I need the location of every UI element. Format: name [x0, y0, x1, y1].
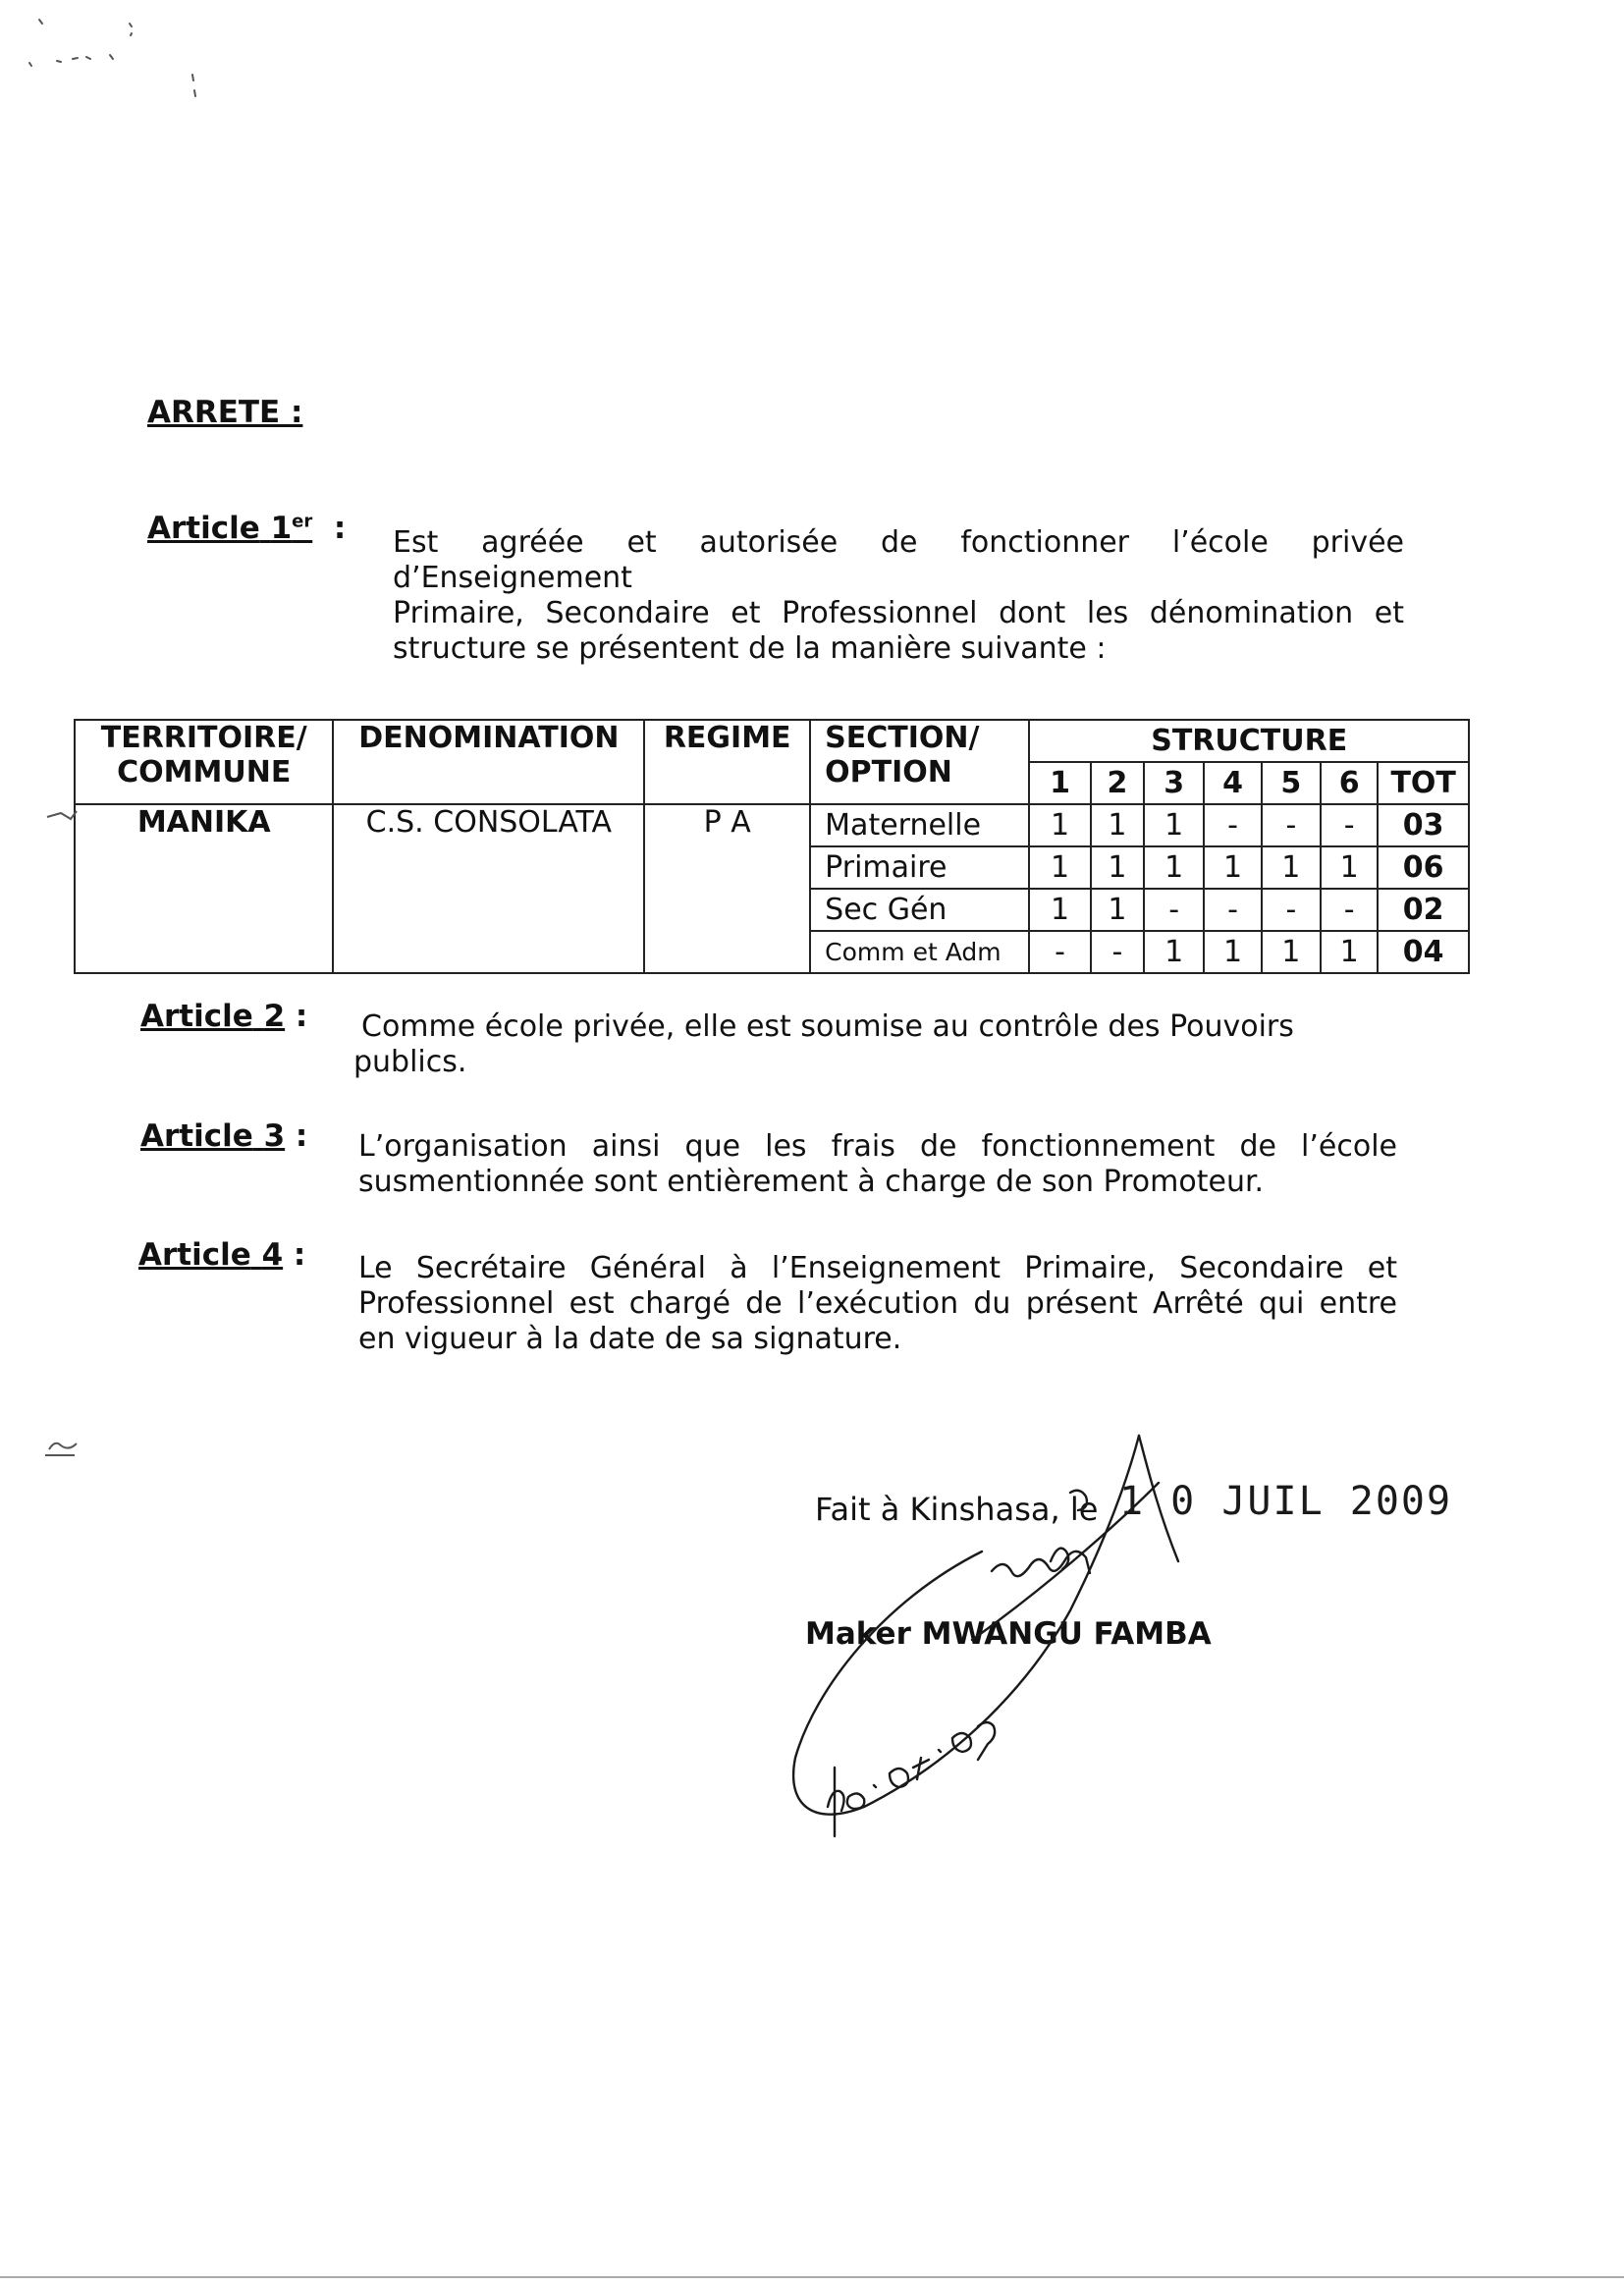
- cell-denomination: C.S. CONSOLATA: [333, 804, 644, 973]
- article-2-label: Article 2 :: [140, 999, 308, 1034]
- cell-total: 02: [1378, 889, 1469, 931]
- cell-total: 06: [1378, 846, 1469, 889]
- cell-section: Maternelle: [810, 804, 1029, 846]
- article-4-text: Le Secrétaire Général à l’Enseignement Primaire, Secondaire et Professionnel est chargé de l’exécution du présent Arrêté qui entre en vigueur à la date de sa signature.: [358, 1251, 1397, 1356]
- header-col-1: 1: [1029, 762, 1090, 804]
- cell-value: -: [1321, 804, 1378, 846]
- cell-value: 1: [1321, 846, 1378, 889]
- cell-section: Comm et Adm: [810, 931, 1029, 973]
- cell-value: 1: [1262, 931, 1321, 973]
- header-col-5: 5: [1262, 762, 1321, 804]
- structure-table: [74, 719, 1470, 974]
- cell-value: 1: [1029, 846, 1090, 889]
- cell-value: -: [1204, 889, 1261, 931]
- cell-section: Primaire: [810, 846, 1029, 889]
- cell-value: 1: [1029, 889, 1090, 931]
- place-date-text: Fait à Kinshasa, le: [815, 1491, 1099, 1528]
- cell-value: -: [1029, 931, 1090, 973]
- cell-value: -: [1204, 804, 1261, 846]
- cell-value: 1: [1029, 804, 1090, 846]
- header-col-tot: TOT: [1378, 762, 1469, 804]
- header-regime: REGIME: [644, 720, 810, 804]
- cell-regime: P A: [644, 804, 810, 973]
- header-col-4: 4: [1204, 762, 1261, 804]
- signatory-name: Maker MWANGU FAMBA: [805, 1616, 1212, 1652]
- header-col-6: 6: [1321, 762, 1378, 804]
- scan-marks: [0, 0, 255, 118]
- cell-total: 04: [1378, 931, 1469, 973]
- cell-section: Sec Gén: [810, 889, 1029, 931]
- header-section-option: SECTION/ OPTION: [810, 720, 1029, 804]
- article-3-text: L’organisation ainsi que les frais de fonctionnement de l’école susmentionnée sont entièrement à charge de son Promoteur.: [358, 1129, 1397, 1199]
- cell-total: 03: [1378, 804, 1469, 846]
- bottom-edge-line: [0, 2276, 1624, 2278]
- cell-value: 1: [1091, 846, 1144, 889]
- cell-value: -: [1091, 931, 1144, 973]
- cell-value: 1: [1144, 804, 1204, 846]
- cell-value: 1: [1091, 804, 1144, 846]
- article-4-label: Article 4 :: [138, 1237, 306, 1273]
- header-col-3: 3: [1144, 762, 1204, 804]
- cell-value: 1: [1204, 846, 1261, 889]
- cell-value: 1: [1144, 846, 1204, 889]
- header-denomination: DENOMINATION: [333, 720, 644, 804]
- arrete-heading: ARRETE :: [147, 395, 303, 430]
- header-territoire: TERRITOIRE/ COMMUNE: [75, 720, 333, 804]
- cell-territoire: MANIKA: [75, 804, 333, 973]
- cell-value: -: [1144, 889, 1204, 931]
- cell-value: -: [1321, 889, 1378, 931]
- table-row: [75, 804, 1469, 846]
- article-1-label: Article 1er :: [147, 511, 347, 546]
- article-1-text: Est agréée et autorisée de fonctionner l’école privée d’Enseignement Primaire, Secondaire et Professionnel dont les dénomination et structure se présentent de la manière suivante :: [393, 525, 1404, 666]
- cell-value: 1: [1262, 846, 1321, 889]
- header-col-2: 2: [1091, 762, 1144, 804]
- date-stamp: 1 0 JUIL 2009: [1119, 1479, 1453, 1524]
- cell-value: -: [1262, 804, 1321, 846]
- cell-value: 1: [1144, 931, 1204, 973]
- article-2-text: Comme école privée, elle est soumise au contrôle des Pouvoirs publics.: [353, 1009, 1294, 1079]
- cell-value: 1: [1204, 931, 1261, 973]
- article-3-label: Article 3 :: [140, 1118, 308, 1154]
- cell-value: 1: [1091, 889, 1144, 931]
- header-structure: STRUCTURE: [1029, 720, 1469, 762]
- cell-value: 1: [1321, 931, 1378, 973]
- cell-value: -: [1262, 889, 1321, 931]
